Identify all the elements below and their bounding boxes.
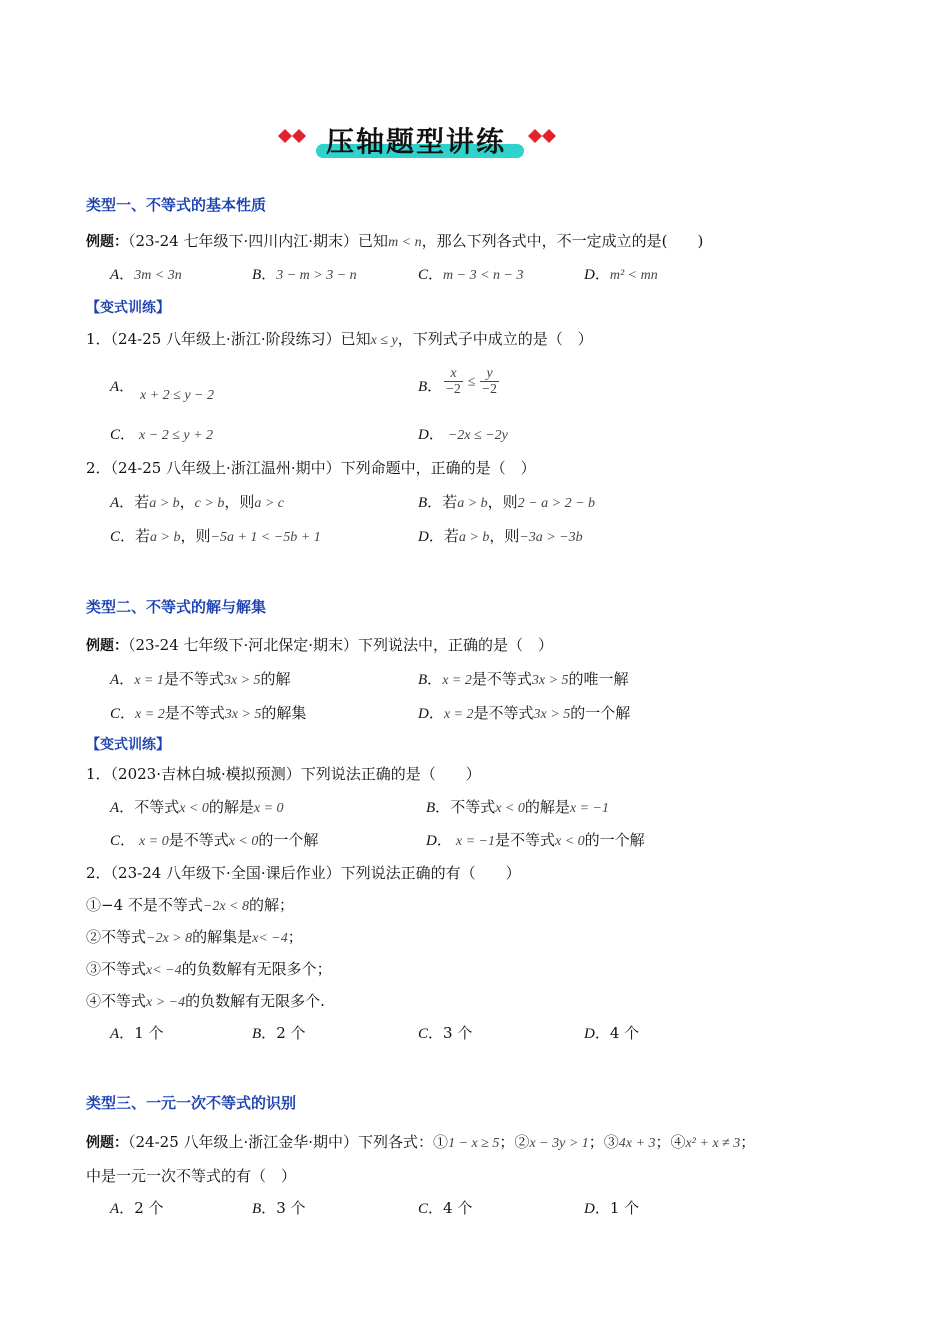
math-expression: 3 − m > 3 − n — [276, 268, 357, 283]
option-a: A． — [110, 377, 135, 395]
math-expression: x + 2 ≤ y − 2 — [140, 388, 215, 403]
option-c: C． x − 2 ≤ y + 2 — [110, 425, 214, 443]
fraction-inequality: $\frac{x}{-2}$ ≤ $\frac{y}{-2}$ — [446, 366, 498, 397]
option-b: B． — [418, 377, 443, 395]
option-d: D． −2x ≤ −2y — [418, 425, 508, 443]
option-d: D．m² < mn — [584, 265, 658, 283]
question-example-1 — [86, 231, 703, 253]
statement-2: ②不等式−2x > 8的解集是x< −4； — [86, 928, 303, 946]
option-b: B．不等式x < 0的解是x = −1 — [426, 798, 609, 816]
option-d: D．若a > b，则−3a > −3b — [418, 527, 583, 545]
math-expression: −2x ≤ −2y — [447, 428, 508, 443]
option-d: D． x = −1是不等式x < 0的一个解 — [426, 831, 645, 849]
question-text-line2: 中是一元一次不等式的有（ ） — [86, 1167, 297, 1185]
option-a: A．2 个 — [110, 1199, 164, 1217]
option-a: A．3m < 3n — [110, 265, 182, 283]
question-practice-4: 2．（23-24 八年级下·全国·课后作业）下列说法正确的有（ ） — [86, 864, 521, 882]
option-a: A．若a > b，c > b，则a > c — [110, 493, 285, 511]
practice-label: 【变式训练】 — [86, 300, 170, 316]
option-c: C．x = 2是不等式3x > 5的解集 — [110, 704, 307, 722]
option-b: B．3 个 — [252, 1199, 306, 1217]
example-label: 例题： — [86, 1135, 128, 1151]
statement-4: ④不等式x > −4的负数解有无限多个. — [86, 992, 325, 1010]
section-heading-1: 类型一、不等式的基本性质 — [86, 196, 267, 214]
question-text: ，那么下列各式中，不一定成立的是( ) — [421, 232, 704, 250]
question-text: （23-24 七年级下·四川内江·期末）已知 — [128, 232, 389, 250]
question-practice-1: 1．（24-25 八年级上·浙江·阶段练习）已知x ≤ y，下列式子中成立的是（ ） — [86, 330, 593, 348]
page-title: 压轴题型讲练 — [326, 125, 507, 158]
statement-3: ③不等式x< −4的负数解有无限多个； — [86, 960, 332, 978]
example-label: 例题： — [86, 234, 128, 250]
title-banner — [278, 116, 568, 162]
option-c: C．若a > b，则−5a + 1 < −5b + 1 — [110, 527, 321, 545]
option-a: A．1 个 — [110, 1024, 164, 1042]
question-practice-2: 2．（24-25 八年级上·浙江温州·期中）下列命题中，正确的是（ ） — [86, 459, 536, 477]
math-expression: x ≤ y — [370, 333, 398, 348]
option-d: D．4 个 — [584, 1024, 640, 1042]
question-example-2: 例题：（23-24 七年级下·河北保定·期末）下列说法中，正确的是（ ） — [86, 636, 554, 654]
option-b: B．2 个 — [252, 1024, 306, 1042]
question-example-3: 例题：（24-25 八年级上·浙江金华·期中）下列各式：①1 − x ≥ 5；②x − 3y > 1；③4x + 3；④x² + x ≠ 3； — [86, 1133, 756, 1151]
option-c: C．4 个 — [418, 1199, 473, 1217]
math-expression: 3m < 3n — [134, 268, 182, 283]
option-c: C．3 个 — [418, 1024, 473, 1042]
option-c: C．m − 3 < n − 3 — [418, 265, 524, 283]
math-expression: x − 2 ≤ y + 2 — [139, 428, 214, 443]
section-heading-2: 类型二、不等式的解与解集 — [86, 598, 267, 616]
math-expression: m − 3 < n − 3 — [443, 268, 524, 283]
option-b: B．3 − m > 3 − n — [252, 265, 357, 283]
option-d: D．x = 2是不等式3x > 5的一个解 — [418, 704, 631, 722]
option-a: A．不等式x < 0的解是x = 0 — [110, 798, 284, 816]
option-a: A．x = 1是不等式3x > 5的解 — [110, 670, 291, 688]
statement-1: ①−4 不是不等式−2x < 8的解； — [86, 896, 295, 914]
option-b: B．若a > b，则2 − a > 2 − b — [418, 493, 596, 511]
practice-label: 【变式训练】 — [86, 737, 170, 753]
example-label: 例题： — [86, 638, 128, 654]
section-heading-3: 类型三、一元一次不等式的识别 — [86, 1094, 297, 1112]
option-b: B．x = 2是不等式3x > 5的唯一解 — [418, 670, 629, 688]
option-d: D．1 个 — [584, 1199, 640, 1217]
option-c: C． x = 0是不等式x < 0的一个解 — [110, 831, 319, 849]
math-expression: m < n — [388, 235, 422, 250]
question-practice-3: 1．（2023·吉林白城·模拟预测）下列说法正确的是（ ） — [86, 765, 481, 783]
math-expression: m² < mn — [609, 268, 658, 283]
